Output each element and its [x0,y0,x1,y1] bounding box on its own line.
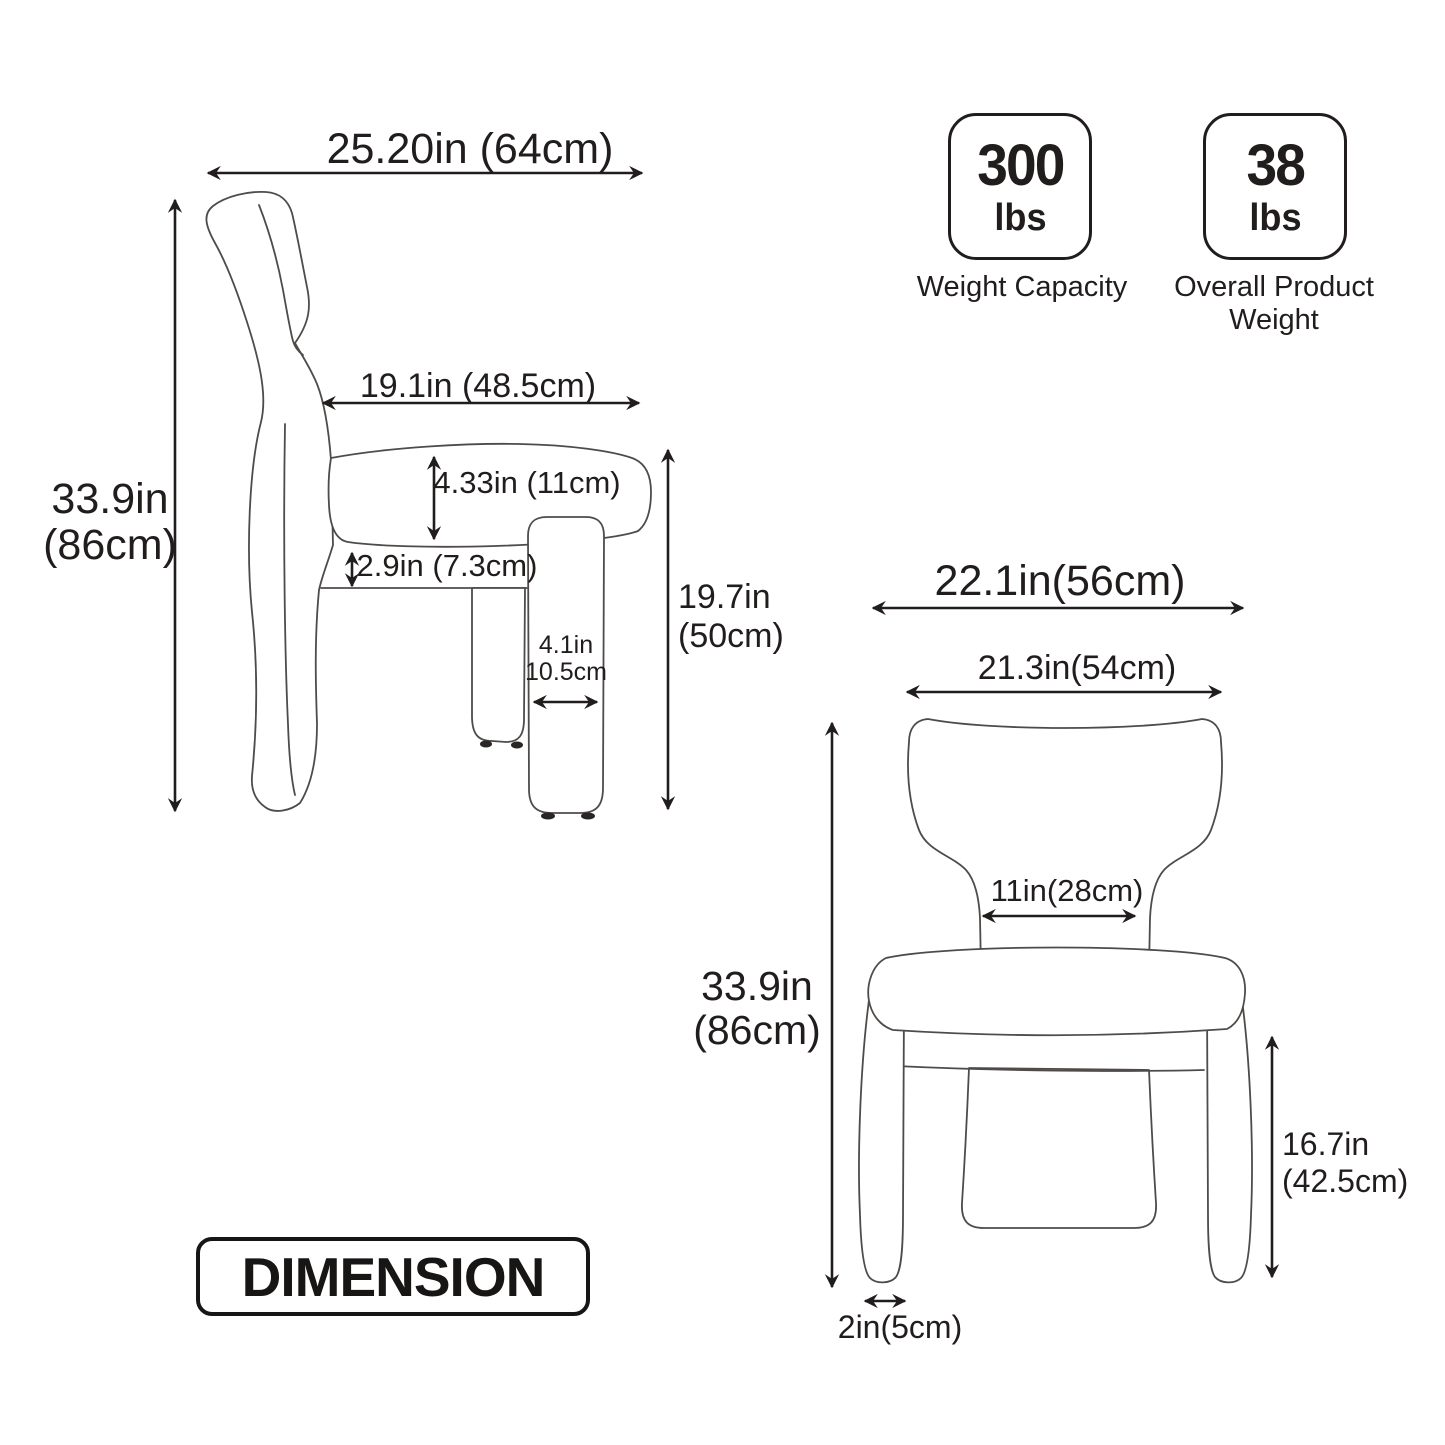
side-overall-height-cm: (86cm) [43,521,177,570]
front-seat [868,948,1245,1036]
weight-capacity-badge [948,113,1092,260]
front-back-width-label: 21.3in(54cm) [977,649,1177,687]
front-leg-height-cm: (42.5cm) [1282,1162,1409,1199]
side-under-seat-gap-label: 2.9in (7.3cm) [356,548,538,583]
side-overall-depth-label: 25.20in (64cm) [326,125,614,173]
product-weight-badge [1203,113,1347,260]
front-leg-height-in: 16.7in [1282,1126,1370,1162]
front-backrest [908,719,1222,970]
product-weight-caption-line2: Weight [1229,304,1319,337]
front-overall-height-in: 33.9in [701,963,813,1009]
side-overall-height-in: 33.9in [51,475,169,523]
product-weight-caption [1174,271,1374,338]
side-seat-thickness-label: 4.33in (11cm) [433,465,621,500]
front-right-leg [1207,1000,1252,1282]
dimension-title-plate [196,1237,590,1316]
front-inner-width-label: 11in(28cm) [990,873,1144,908]
side-seat-depth-label: 19.1in (48.5cm) [359,367,597,405]
side-backrest [206,192,333,811]
side-leg-depth-label [525,632,607,686]
front-leg-width-label: 2in(5cm) [837,1309,963,1345]
weight-capacity-unit: lbs [993,196,1047,239]
side-front-foot [581,813,595,820]
side-rear-leg [472,588,525,742]
side-front-foot [541,813,555,820]
front-rear-panel [962,1068,1156,1228]
product-weight-unit: lbs [1248,196,1302,239]
side-seat-height-in: 19.7in [678,578,771,616]
side-view-chair [206,192,651,820]
weight-capacity-value: 300 [976,132,1064,198]
side-leg-depth-cm: 10.5cm [525,658,607,686]
side-seat-height-label [678,578,784,656]
front-view-chair [859,719,1252,1282]
product-weight-value: 38 [1246,132,1304,198]
side-leg-depth-in: 4.1in [538,631,594,659]
front-overall-width-label: 22.1in(56cm) [934,557,1186,605]
side-seat-height-cm: (50cm) [678,617,784,656]
side-rear-foot [511,742,523,749]
front-overall-height-cm: (86cm) [693,1007,821,1054]
front-left-leg [859,1000,904,1282]
dimension-title: DIMENSION [241,1245,545,1308]
front-leg-height-label [1282,1126,1408,1200]
side-overall-height-label [43,476,177,569]
side-rear-foot [480,741,492,748]
front-overall-height-label [693,964,821,1053]
product-weight-caption-line1: Overall Product [1174,271,1374,303]
weight-capacity-caption: Weight Capacity [916,271,1128,303]
